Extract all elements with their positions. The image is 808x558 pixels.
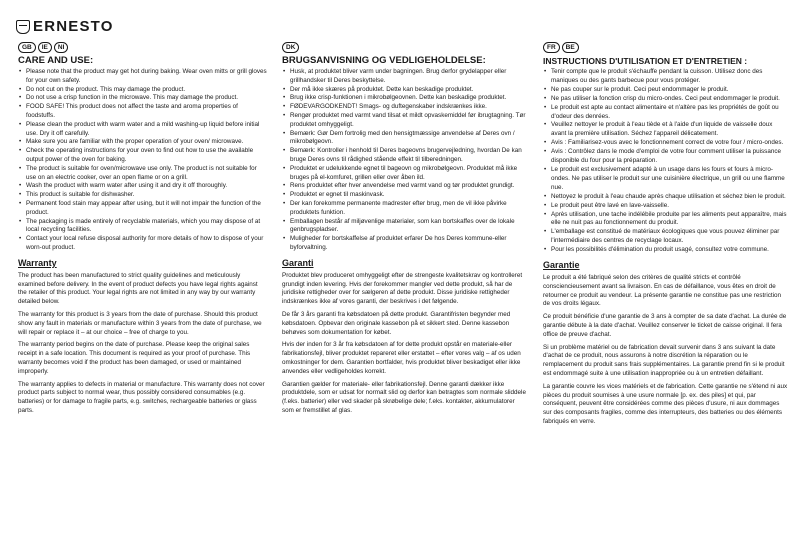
care-list	[282, 68, 528, 253]
badge-ni: NI	[54, 42, 69, 53]
section-english	[18, 42, 267, 420]
list-item: • FØDEVARGODKENDT! Smags- og duftegenskaber indskrænkes ikke.	[282, 103, 528, 112]
list-item: • Après utilisation, une tache indélébile produite par les aliments peut apparaître, mais elle ne nuit pas au fonctionnement du produit.	[543, 211, 789, 229]
list-item: • Please note that the product may get hot during baking. Wear oven mitts or grill gloves for your own safety.	[18, 68, 267, 86]
badge-fr: FR	[543, 42, 560, 53]
warranty-title: Warranty	[18, 257, 57, 268]
list-item: • Ne pas couper sur le produit. Ceci peut endommager le produit.	[543, 86, 789, 95]
warranty-paragraph: The product has been manufactured to strict quality guidelines and meticulously examined before delivery. In the event of product defects you have legal rights against the retailer of this product. Your legal rights are not limited in any way by our warranty detailed below.	[18, 271, 258, 306]
care-title: BRUGSANVISNING OG VEDLIGEHOLDELSE:	[282, 55, 486, 66]
warranty-paragraph: De får 3 års garanti fra købsdatoen på dette produkt. Garantifristen begynder med købsdatoen. Opbevar den originale kassebon på et sikkert sted. Denne kassebon behøves som dokumentation for købet.	[282, 310, 511, 336]
list-item: • Der må ikke skæres på produktet. Dette kan beskadige produktet.	[282, 86, 528, 95]
list-item: • L'emballage est constitué de matériaux écologiques que vous pouvez éliminer par l'intermédiaire des centres de recyclage locaux.	[543, 228, 789, 246]
list-item: • Le produit est exclusivement adapté à un usage dans les fours et fours à micro-ondes. Ne pas utiliser le produit sur une cuisinière électrique, un grill ou une flamme nue.	[543, 166, 789, 193]
list-item: • The packaging is made entirely of recyclable materials, which you may dispose of at local recycling facilities.	[18, 218, 267, 236]
list-item: • Contact your local refuse disposal authority for more details of how to dispose of your worn-out product.	[18, 235, 267, 253]
list-item: • Bemærk: Gør Dem fortrolig med den hensigtmæssige anvendelse af Deres ovn / mikrobølgeovn.	[282, 130, 528, 148]
brand-name: ERNESTO	[33, 18, 114, 35]
list-item: • Emballagen består af miljøvenlige materialer, som kan bortskaffes over de lokale genbrugspladser.	[282, 218, 528, 236]
list-item: • Tenir compte que le produit s'échauffe pendant la cuisson. Utilisez donc des maniques ou des gants barbecue pour vous protéger.	[543, 68, 789, 86]
language-badges	[543, 42, 789, 53]
list-item: • Pour les possibilités d'élimination du produit usagé, consultez votre commune.	[543, 246, 789, 255]
list-item: • Veuillez nettoyer le produit à l'eau tiède et à l'aide d'un liquide de vaisselle doux avant la première utilisation. Séchez l'appareil délicatement.	[543, 121, 789, 139]
warranty-title: Garanti	[282, 257, 314, 268]
warranty-paragraph: The warranty period begins on the date of purchase. Please keep the original sales receipt in a safe location. This document is required as your proof of purchase. This warranty becomes void if the product has been damaged, or used or maintained improperly.	[18, 341, 251, 375]
list-item: • Make sure you are familiar with the proper operation of your oven/ microwave.	[18, 138, 267, 147]
list-item: • Permanent food stain may appear after using, but it will not impair the function of the product.	[18, 200, 267, 218]
list-item: • Nettoyez le produit à l'eau chaude après chaque utilisation et séchez bien le produit.	[543, 193, 789, 202]
care-title: CARE AND USE:	[18, 55, 94, 66]
list-item: • Le produit est apte au contact alimentaire et n'altère pas les propriétés de goût ou d'odeur des denrées.	[543, 104, 789, 122]
warranty-paragraph: Hvis der inden for 3 år fra købsdatoen af for dette produkt opstår en materiale-eller fabrikationsfejl, bliver produktet repareret eller erstattet – efter vores valg – af os uden omkostninger for dem. Garantien bortfalder, hvis produktet bliver beskadiget eller ikke anvendes eller vedligeholdes korrekt.	[282, 341, 521, 375]
brand-logo	[16, 18, 114, 35]
list-item: • Check the operating instructions for your oven to find out how to use the available output power of the oven for baking.	[18, 147, 267, 165]
list-item: • Please clean the product with warm water and a mild washing-up liquid before initial use. Dry it off carefully.	[18, 121, 267, 139]
warranty-paragraph: Ce produit bénéficie d'une garantie de 3 ans à compter de sa date d'achat. La durée de garantie débute à la date d'achat. Veuillez conserver le ticket de caisse original. Il fera office de preuve d'achat.	[543, 313, 787, 338]
list-item: • The product is suitable for oven/microwave use only. The product is not suitable for use on an electric cooker, over an open flame or on a grill.	[18, 165, 267, 183]
warranty-paragraph: Le produit a été fabriqué selon des critères de qualité stricts et contrôlé consciencieusement avant sa livraison. En cas de défaillance, vous êtes en droit de retourner ce produit au vendeur. La présente garantie ne constitue pas une restriction de vos droits légaux.	[543, 274, 782, 308]
section-french	[543, 42, 789, 431]
warranty-paragraph: Si un problème matériel ou de fabrication devait survenir dans 3 ans suivant la date d'achat de ce produit, nous assurons à notre discrétion la réparation ou le remplacement du produit sans frais supplémentaires. La garantie prend fin si le produit est endommagé suite à une utilisation inappropriée ou à un entretien défaillant.	[543, 343, 785, 377]
list-item: • Husk, at produktet bliver varm under bagningen. Brug derfor grydelapper eller grillhandsker til Deres beskyttelse.	[282, 68, 528, 86]
list-item: • Rengør produktet med varmt vand tilsat et mildt opvaskemiddel før ibrugtagning. Tør produktet omhyggeligt.	[282, 112, 528, 130]
badge-be: BE	[562, 42, 579, 53]
warranty-paragraph: Produktet blev produceret omhyggeligt efter de strengeste kvalitetskrav og kontrolleret grundigt inden levering. Hvis der forekommer mangler ved dette produkt, så har de juridiske rettigheder over for sælgeren af dette produkt. Disse juridiske rettigheder indskrænkes ikke af vores garanti, der beskrives i det følgende.	[282, 271, 523, 306]
list-item: • Ne pas utiliser la fonction crisp du micro-ondes. Ceci peut endommager le produit.	[543, 95, 789, 104]
list-item: • Brug ikke crisp-funktionen i mikrobølgeovnen. Dette kan beskadige produktet.	[282, 94, 528, 103]
list-item: • Muligheder for bortskaffelse af produktet erfarer De hos Deres kommune-eller byforvaltning.	[282, 235, 528, 253]
list-item: • FOOD SAFE! This product does not affect the taste and aroma properties of foodstuffs.	[18, 103, 267, 121]
care-list	[543, 68, 789, 255]
warranty-paragraph: The warranty for this product is 3 years from the date of purchase. Should this product show any fault in materials or manufacture within 3 years from the date of purchase, we will repair or replace it – at our choice – free of charge to you.	[18, 310, 262, 336]
warranty-paragraph: The warranty applies to defects in material or manufacture. This warranty does not cover product parts subject to normal wear, thus possibly considered consumables (e.g. batteries) or for damage to fragile parts, e.g. switches, rechargeable batteries or glass parts.	[18, 380, 265, 414]
pot-icon	[16, 20, 30, 34]
list-item: • Produktet er egnet til maskinvask.	[282, 191, 528, 200]
warranty-paragraph: Garantien gælder for materiale- eller fabrikationsfejl. Denne garanti dækker ikke produktdele, som er udsat for normalt slid og derfor kan betragtes som normale sliddele (f.eks. batterier) eller ved skader på skrøbelige dele; f.eks. kontakter, akkumulatorer som er fremstillet af glas.	[282, 380, 526, 414]
list-item: • Produktet er udelukkende egnet til bageovn og mikrobølgeovn. Produktet må ikke bruges på el-komfuret, grillen eller over åben ild.	[282, 165, 528, 183]
section-danish	[282, 42, 528, 420]
language-badges	[282, 42, 528, 53]
warranty-paragraph: La garantie couvre les vices matériels et de fabrication. Cette garantie ne s'étend ni aux pièces du produit soumises à une usure normale [p. ex. des piles] et qui, par conséquent, peuvent être considérées comme des pièces d'usure, ni aux dommages sur des composants fragiles, comme des interrupteurs, des batteries ou des éléments fabriqués en verre.	[543, 382, 788, 425]
language-badges	[18, 42, 267, 53]
list-item: • Do not use a crisp function in the microwave. This may damage the product.	[18, 94, 267, 103]
warranty-title: Garantie	[543, 260, 580, 271]
list-item: • Do not cut on the product. This may damage the product.	[18, 86, 267, 95]
list-item: • Rens produktet efter hver anvendelse med varmt vand og tør produktet grundigt.	[282, 182, 528, 191]
list-item: • Bemærk: Kontroller i henhold til Deres bageovns brugervejledning, hvordan De kan bruge Deres ovns til rådighed stående effekt til tilberedningen.	[282, 147, 528, 165]
care-title: INSTRUCTIONS D'UTILISATION ET D'ENTRETIEN :	[543, 56, 748, 66]
badge-gb: GB	[18, 42, 36, 53]
list-item: • Wash the product with warm water after using it and dry it off thoroughly.	[18, 182, 267, 191]
badge-ie: IE	[38, 42, 52, 53]
care-list	[18, 68, 267, 253]
list-item: • Der kan forekomme permanente madrester efter brug, men de vil ikke påvirke produktets funktion.	[282, 200, 528, 218]
badge-dk: DK	[282, 42, 299, 53]
list-item: • This product is suitable for dishwasher.	[18, 191, 267, 200]
list-item: • Le produit peut être lavé en lave-vaisselle.	[543, 202, 789, 211]
list-item: • Avis : Familiarisez-vous avec le fonctionnement correct de votre four / micro-ondes.	[543, 139, 789, 148]
list-item: • Avis : Contrôlez dans le mode d'emploi de votre four comment utiliser la puissance disponible du four pour la préparation.	[543, 148, 789, 166]
